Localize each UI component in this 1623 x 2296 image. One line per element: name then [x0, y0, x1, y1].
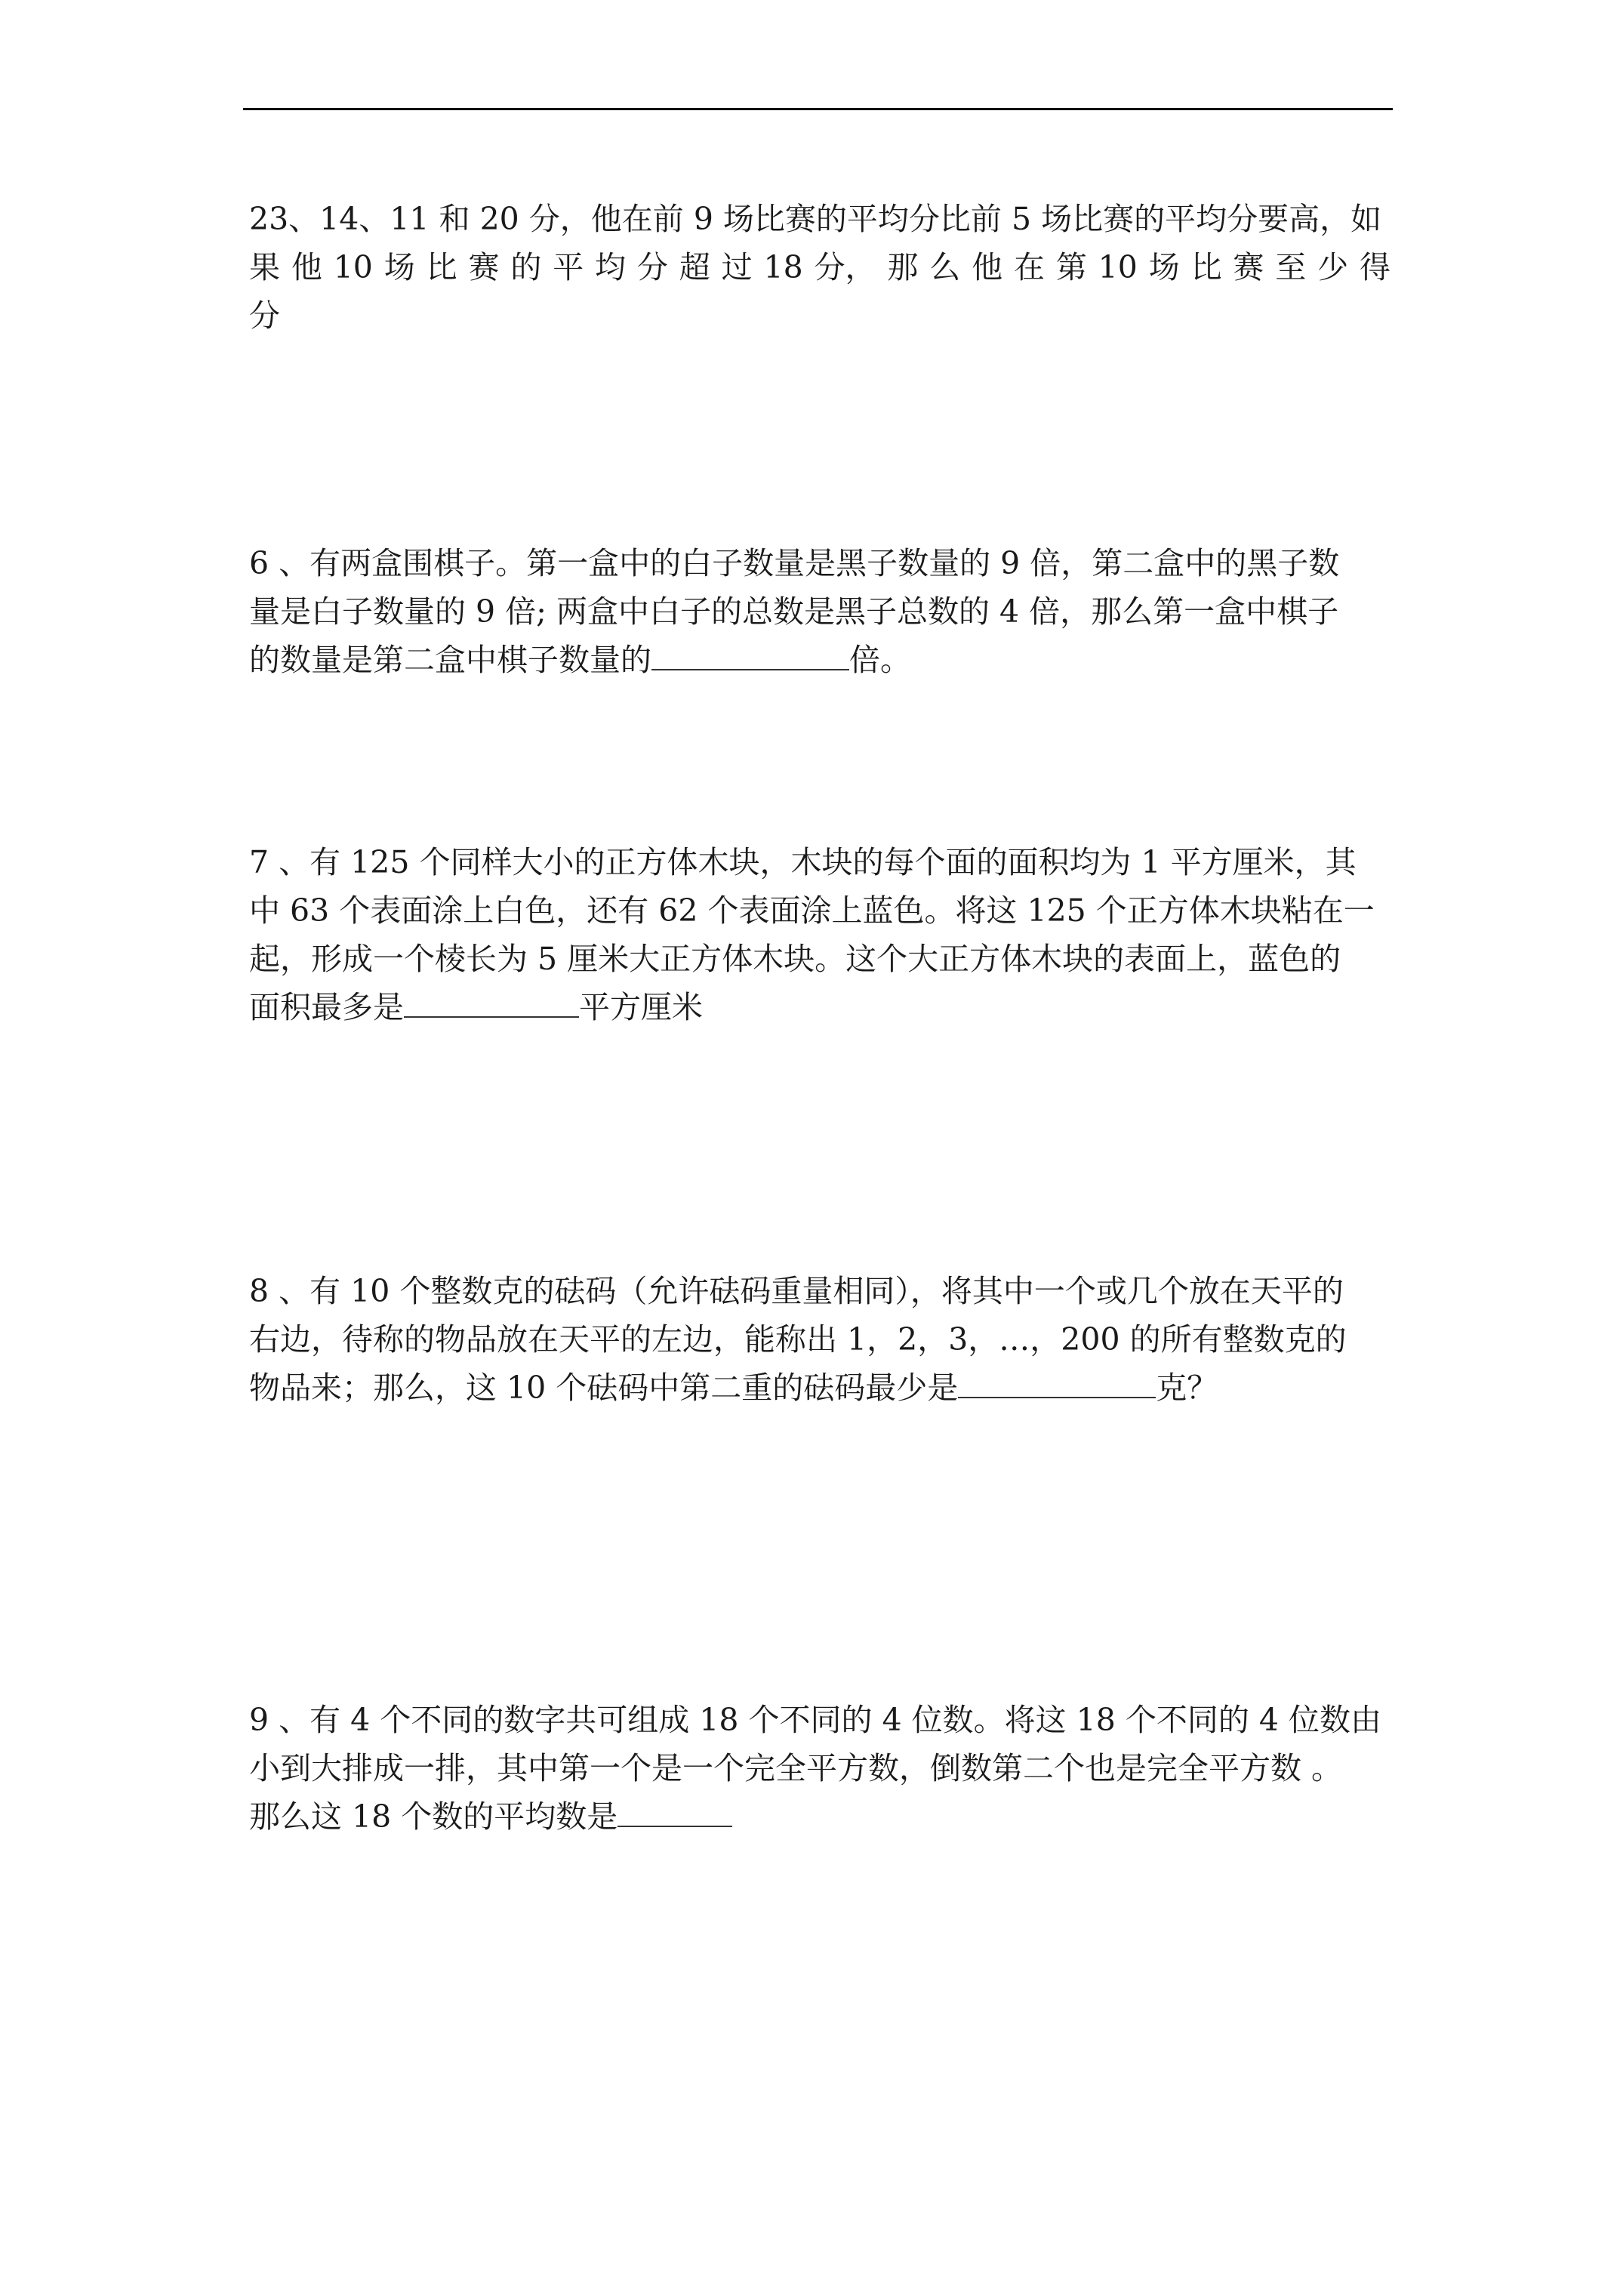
question-5-line-2-word: 分: [636, 249, 668, 285]
question-6-text-after-blank: 倍。: [849, 642, 911, 678]
question-5-line-2-word: 那: [887, 249, 919, 285]
question-8-answer-blank[interactable]: [958, 1364, 1156, 1398]
question-9-text-before-blank: 那么这 18 个数的平均数是: [249, 1798, 618, 1835]
question-5-line-2-word: 比: [426, 249, 457, 285]
question-6-line-1: 6 、有两盒围棋子。第一盒中的白子数量是黑子数量的 9 倍，第二盒中的黑子数: [249, 545, 1340, 581]
question-7-text-after-blank: 平方厘米: [579, 989, 703, 1025]
question-5-line-2-word: 18: [763, 249, 803, 285]
question-9-line-3: [249, 1792, 1390, 1841]
question-6-line-3: [249, 636, 1390, 684]
header-rule: [243, 108, 1393, 110]
question-5-line-1: 23、14、11 和 20 分，他在前 9 场比赛的平均分比前 5 场比赛的平均分要高，如: [249, 201, 1382, 237]
question-9-line-2: 小到大排成一排，其中第一个是一个完全平方数，倒数第二个也是完全平方数 。: [249, 1750, 1343, 1786]
question-7-line-2: 中 63 个表面涂上白色，还有 62 个表面涂上蓝色。将这 125 个正方体木块粘在一: [249, 892, 1375, 929]
question-6-line-2: 量是白子数量的 9 倍; 两盒中白子的总数是黑子总数的 4 倍，那么第一盒中棋子: [249, 593, 1339, 630]
question-9-answer-blank[interactable]: [617, 1792, 732, 1827]
question-8-text-before-blank: 物品来；那么，这 10 个砝码中第二重的砝码最少是: [249, 1370, 959, 1406]
question-9: [249, 1696, 1390, 1841]
question-5-line-2-word: 均: [595, 249, 627, 285]
question-5-line-2-word: 果: [249, 249, 280, 285]
question-7-line-4: [249, 983, 1390, 1031]
question-5-line-2-word: 场: [1148, 249, 1180, 285]
question-7-line-1: 7 、有 125 个同样大小的正方体木块，木块的每个面的面积均为 1 平方厘米，其: [249, 844, 1357, 880]
question-5-line-2-word: 分，: [814, 249, 876, 285]
question-5-line-2-word: 10: [1098, 249, 1138, 285]
question-5-line-2: [249, 243, 1390, 291]
question-5-line-2-word: 超: [679, 249, 710, 285]
question-5-line-2-word: 过: [721, 249, 753, 285]
question-9-line-1: 9 、有 4 个不同的数字共可组成 18 个不同的 4 位数。将这 18 个不同的 4 位数由: [249, 1702, 1382, 1738]
question-5-line-2-word: 他: [291, 249, 322, 285]
question-6-answer-blank[interactable]: [651, 636, 849, 670]
question-5-line-2-word: 得: [1360, 249, 1390, 285]
question-5-line-2-word: 场: [383, 249, 415, 285]
question-8-line-1: 8 、有 10 个整数克的砝码（允许砝码重量相同），将其中一个或几个放在天平的: [249, 1273, 1344, 1309]
question-8-text-after-blank: 克？: [1156, 1370, 1218, 1406]
question-5-continued: [249, 195, 1390, 340]
question-8: [249, 1267, 1390, 1412]
question-5-line-3: 分: [249, 297, 280, 334]
question-8-line-3: [249, 1364, 1390, 1412]
question-5-line-2-word: 在: [1013, 249, 1045, 285]
question-7-line-3: 起，形成一个棱长为 5 厘米大正方体木块。这个大正方体木块的表面上，蓝色的: [249, 941, 1341, 977]
question-5-line-2-word: 比: [1190, 249, 1222, 285]
question-5-line-2-word: 赛: [468, 249, 500, 285]
question-5-line-2-word: 第: [1055, 249, 1087, 285]
question-5-line-2-word: 他: [972, 249, 1003, 285]
question-7-answer-blank[interactable]: [404, 983, 579, 1018]
question-7-text-before-blank: 面积最多是: [249, 989, 404, 1025]
question-5-line-2-word: 的: [510, 249, 542, 285]
question-5-line-2-word: 少: [1317, 249, 1349, 285]
question-5-line-2-word: 10: [333, 249, 373, 285]
question-8-line-2: 右边，待称的物品放在天平的左边，能称出 1，2，3，…，200 的所有整数克的: [249, 1321, 1347, 1358]
question-5-line-2-word: 平: [553, 249, 584, 285]
question-6: [249, 539, 1390, 684]
question-6-text-before-blank: 的数量是第二盒中棋子数量的: [249, 642, 651, 678]
question-7: [249, 838, 1390, 1031]
question-5-line-2-word: 赛: [1233, 249, 1264, 285]
question-5-line-2-word: 么: [929, 249, 961, 285]
question-5-line-2-word: 至: [1275, 249, 1307, 285]
